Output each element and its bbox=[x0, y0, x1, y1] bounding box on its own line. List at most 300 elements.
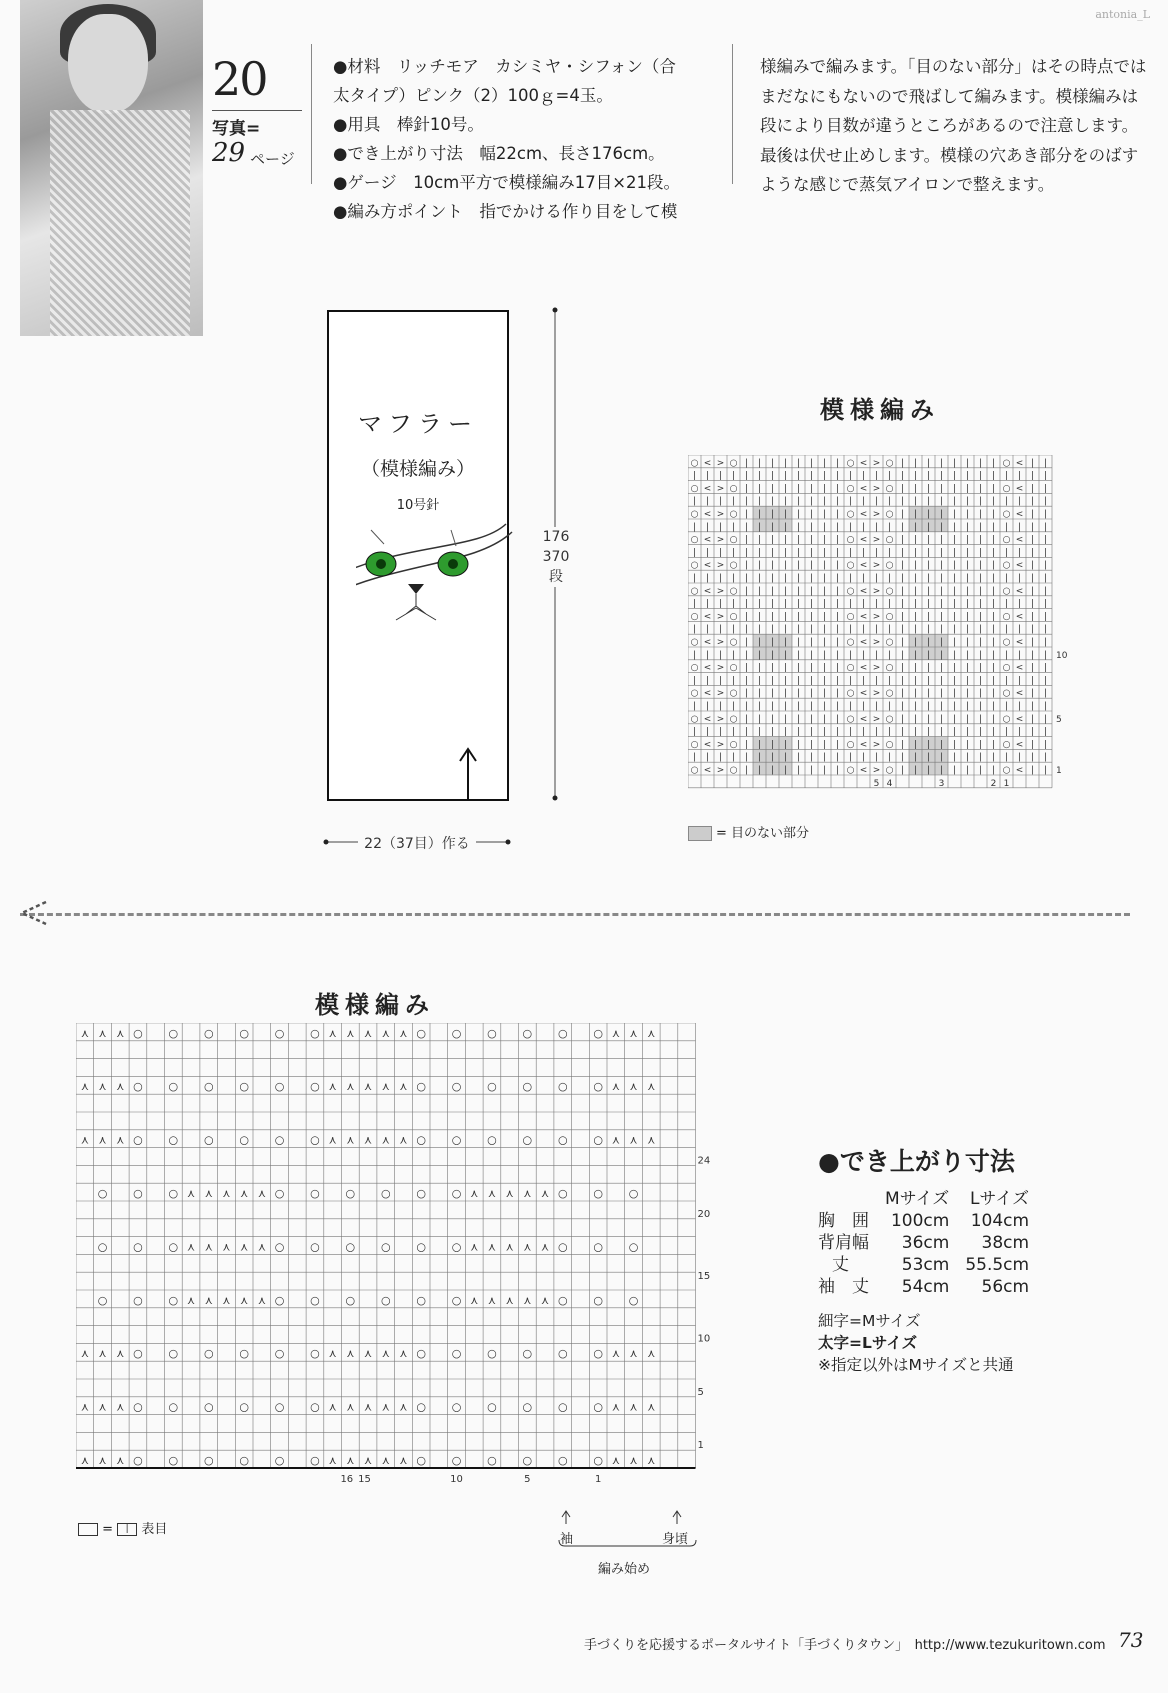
stitch-symbol: | bbox=[991, 752, 996, 763]
stitch-symbol: | bbox=[965, 752, 970, 763]
stitch-symbol: | bbox=[744, 458, 749, 469]
stitch-symbol: | bbox=[731, 624, 736, 635]
stitch-symbol: | bbox=[978, 471, 983, 482]
stitch-symbol: ○ bbox=[593, 1080, 603, 1094]
stitch-symbol: | bbox=[926, 663, 931, 674]
stitch-symbol: | bbox=[731, 727, 736, 738]
stitch-symbol: | bbox=[757, 688, 762, 699]
stitch-symbol: | bbox=[692, 496, 697, 507]
stitch-symbol: | bbox=[952, 765, 957, 776]
stitch-symbol: | bbox=[796, 739, 801, 750]
stitch-symbol: | bbox=[913, 573, 918, 584]
stitch-symbol: | bbox=[744, 496, 749, 507]
sizes-header-row bbox=[818, 1188, 1037, 1210]
stitch-symbol: | bbox=[861, 675, 866, 686]
stitch-symbol: | bbox=[900, 611, 905, 622]
stitch-symbol: ⋏ bbox=[523, 1293, 532, 1307]
stitch-symbol: | bbox=[783, 675, 788, 686]
stitch-symbol: | bbox=[1030, 483, 1035, 494]
stitch-symbol: | bbox=[978, 663, 983, 674]
stitch-symbol: | bbox=[913, 483, 918, 494]
stitch-symbol: | bbox=[1043, 727, 1048, 738]
stitch-symbol: ⋏ bbox=[381, 1133, 390, 1147]
stitch-symbol: | bbox=[718, 547, 723, 558]
stitch-symbol: | bbox=[731, 471, 736, 482]
stitch-symbol: | bbox=[978, 688, 983, 699]
stitch-symbol: | bbox=[770, 509, 775, 520]
stitch-symbol: ○ bbox=[487, 1080, 497, 1094]
stitch-symbol: < bbox=[703, 483, 712, 494]
stitch-symbol: | bbox=[978, 675, 983, 686]
stitch-symbol: < bbox=[859, 765, 868, 776]
stitch-symbol: ○ bbox=[593, 1347, 603, 1361]
stitch-symbol: | bbox=[848, 624, 853, 635]
stitch-symbol: | bbox=[939, 624, 944, 635]
stitch-symbol: | bbox=[1043, 611, 1048, 622]
stitch-symbol: | bbox=[939, 471, 944, 482]
stitch-symbol: | bbox=[705, 624, 710, 635]
stitch-symbol: | bbox=[926, 701, 931, 712]
pattern2-legend bbox=[78, 1518, 167, 1537]
stitch-symbol: | bbox=[952, 714, 957, 725]
stitch-symbol: | bbox=[1030, 624, 1035, 635]
stitch-symbol: ⋏ bbox=[98, 1454, 107, 1467]
stitch-symbol: ○ bbox=[133, 1347, 143, 1361]
stitch-symbol: | bbox=[757, 547, 762, 558]
stitch-symbol: | bbox=[874, 752, 879, 763]
stitch-symbol: | bbox=[809, 739, 814, 750]
stitch-symbol: ⋏ bbox=[98, 1347, 107, 1361]
stitch-symbol: ○ bbox=[416, 1133, 426, 1147]
stitch-symbol: | bbox=[1017, 522, 1022, 533]
stitch-symbol: ○ bbox=[451, 1293, 462, 1307]
stitch-symbol: | bbox=[861, 727, 866, 738]
stitch-symbol: > bbox=[716, 739, 725, 750]
stitch-symbol: | bbox=[705, 496, 710, 507]
stitch-symbol: | bbox=[848, 547, 853, 558]
stitch-symbol: ⋏ bbox=[98, 1026, 107, 1040]
stitch-symbol: | bbox=[848, 675, 853, 686]
stitch-symbol: ⋏ bbox=[647, 1454, 656, 1467]
stitch-symbol: | bbox=[952, 727, 957, 738]
stitch-symbol: | bbox=[1004, 752, 1009, 763]
row-label: 丈 bbox=[832, 1255, 849, 1275]
pattern2-title: 模様編み bbox=[315, 991, 435, 1019]
stitch-symbol: ○ bbox=[274, 1240, 285, 1254]
stitch-symbol: ○ bbox=[557, 1133, 568, 1147]
stitch-symbol: ○ bbox=[557, 1187, 568, 1200]
row-l: 56cm bbox=[981, 1277, 1030, 1297]
stitch-symbol: | bbox=[1017, 624, 1022, 635]
stitch-symbol: | bbox=[757, 522, 762, 533]
legend-swatch bbox=[688, 826, 712, 841]
stitch-symbol: | bbox=[783, 535, 788, 546]
stitch-symbol: ○ bbox=[846, 688, 855, 699]
stitch-symbol: ○ bbox=[1002, 483, 1011, 494]
legend-knit-box: | bbox=[117, 1523, 137, 1536]
stitch-symbol: | bbox=[952, 663, 957, 674]
stitch-symbol: | bbox=[809, 471, 814, 482]
stitch-symbol: | bbox=[1030, 547, 1035, 558]
stitch-symbol: | bbox=[744, 586, 749, 597]
stitch-symbol: | bbox=[770, 547, 775, 558]
stitch-symbol: | bbox=[900, 599, 905, 610]
stitch-symbol: ○ bbox=[310, 1080, 320, 1094]
stitch-symbol: > bbox=[716, 714, 725, 725]
stitch-symbol: | bbox=[744, 739, 749, 750]
stitch-symbol: | bbox=[783, 650, 788, 661]
stitch-symbol: ○ bbox=[846, 739, 855, 750]
stitch-symbol: | bbox=[1043, 688, 1048, 699]
stitch-symbol: | bbox=[848, 727, 853, 738]
stitch-symbol: | bbox=[809, 650, 814, 661]
stitch-symbol: ○ bbox=[557, 1080, 568, 1094]
stitch-symbol: | bbox=[913, 675, 918, 686]
stitch-symbol: | bbox=[926, 522, 931, 533]
pattern1-chart bbox=[688, 455, 1088, 807]
stitch-symbol: | bbox=[796, 458, 801, 469]
stitch-symbol: | bbox=[978, 509, 983, 520]
row-m: 53cm bbox=[901, 1255, 950, 1275]
stitch-symbol: | bbox=[874, 471, 879, 482]
stitch-symbol: | bbox=[861, 496, 866, 507]
stitch-symbol: > bbox=[872, 611, 881, 622]
stitch-symbol: | bbox=[861, 599, 866, 610]
stitch-symbol: | bbox=[952, 752, 957, 763]
stitch-symbol: ⋏ bbox=[80, 1347, 89, 1361]
stitch-symbol: < bbox=[859, 739, 868, 750]
stitch-symbol: | bbox=[913, 727, 918, 738]
stitch-symbol: ⋏ bbox=[116, 1080, 125, 1094]
stitch-symbol: | bbox=[913, 560, 918, 571]
stitch-symbol: | bbox=[978, 573, 983, 584]
stitch-symbol: | bbox=[835, 650, 840, 661]
stitch-symbol: ○ bbox=[729, 586, 738, 597]
stitch-symbol: ○ bbox=[885, 586, 894, 597]
stitch-symbol: | bbox=[900, 663, 905, 674]
stitch-symbol: | bbox=[705, 573, 710, 584]
stitch-symbol: | bbox=[731, 496, 736, 507]
stitch-symbol: | bbox=[809, 727, 814, 738]
stitch-symbol: | bbox=[861, 522, 866, 533]
stitch-symbol: | bbox=[1043, 752, 1048, 763]
stitch-symbol: | bbox=[900, 522, 905, 533]
stitch-symbol: | bbox=[952, 535, 957, 546]
stitch-symbol: ○ bbox=[416, 1080, 426, 1094]
spec-materials-2: 太タイプ）ピンク（2）100ｇ=4玉。 bbox=[333, 86, 613, 105]
stitch-symbol: | bbox=[991, 471, 996, 482]
stitch-symbol: ○ bbox=[593, 1187, 603, 1200]
stitch-symbol: ○ bbox=[1002, 714, 1011, 725]
stitch-symbol: | bbox=[809, 573, 814, 584]
stitch-symbol: | bbox=[939, 752, 944, 763]
stitch-symbol: | bbox=[874, 496, 879, 507]
stitch-symbol: | bbox=[965, 739, 970, 750]
stitch-symbol: | bbox=[952, 573, 957, 584]
stitch-symbol: | bbox=[926, 688, 931, 699]
stitch-symbol: | bbox=[874, 547, 879, 558]
stitch-symbol: | bbox=[861, 471, 866, 482]
stitch-symbol: | bbox=[1030, 573, 1035, 584]
stitch-symbol: | bbox=[835, 739, 840, 750]
stitch-symbol: ○ bbox=[593, 1293, 603, 1307]
stitch-symbol: | bbox=[952, 611, 957, 622]
stitch-symbol: | bbox=[757, 727, 762, 738]
stitch-symbol: ○ bbox=[522, 1400, 533, 1414]
stitch-symbol: | bbox=[757, 675, 762, 686]
stitch-symbol: | bbox=[887, 727, 892, 738]
stitch-symbol: | bbox=[705, 675, 710, 686]
stitch-symbol: | bbox=[718, 573, 723, 584]
model-photo bbox=[20, 0, 203, 336]
stitch-symbol: | bbox=[822, 471, 827, 482]
stitch-symbol: ⋏ bbox=[470, 1187, 479, 1200]
stitch-symbol: ○ bbox=[416, 1187, 426, 1200]
stitch-symbol: | bbox=[978, 637, 983, 648]
stitch-symbol: | bbox=[822, 522, 827, 533]
stitch-symbol: | bbox=[939, 522, 944, 533]
stitch-symbol: | bbox=[926, 752, 931, 763]
stitch-symbol: | bbox=[861, 624, 866, 635]
stitch-symbol: ○ bbox=[885, 739, 894, 750]
stitch-symbol: | bbox=[900, 675, 905, 686]
stitch-symbol: | bbox=[770, 624, 775, 635]
stitch-symbol: | bbox=[965, 663, 970, 674]
stitch-symbol: | bbox=[1017, 675, 1022, 686]
stitch-symbol: < bbox=[859, 586, 868, 597]
stitch-symbol: > bbox=[716, 560, 725, 571]
stitch-symbol: | bbox=[1043, 701, 1048, 712]
note-thin: 細字=Mサイズ bbox=[818, 1312, 921, 1330]
stitch-symbol: | bbox=[757, 650, 762, 661]
stitch-symbol: | bbox=[939, 560, 944, 571]
stitch-symbol: | bbox=[809, 496, 814, 507]
stitch-symbol: | bbox=[822, 765, 827, 776]
stitch-symbol: | bbox=[874, 675, 879, 686]
stitch-symbol: < bbox=[859, 458, 868, 469]
stitch-symbol: | bbox=[939, 663, 944, 674]
stitch-symbol: | bbox=[965, 573, 970, 584]
stitch-symbol: | bbox=[913, 650, 918, 661]
stitch-symbol: | bbox=[770, 586, 775, 597]
stitch-symbol: ⋏ bbox=[364, 1080, 373, 1094]
width-dimension-label: 22（37目）作る bbox=[364, 836, 470, 852]
stitch-symbol: ○ bbox=[487, 1454, 497, 1467]
up-arrow-icon bbox=[455, 745, 481, 801]
stitch-symbol: | bbox=[926, 727, 931, 738]
scarf-title: マフラー bbox=[358, 410, 478, 438]
stitch-symbol: ○ bbox=[97, 1240, 108, 1254]
stitch-symbol: | bbox=[978, 586, 983, 597]
stitch-symbol: ○ bbox=[846, 535, 855, 546]
stitch-symbol: | bbox=[705, 547, 710, 558]
stitch-symbol: | bbox=[757, 483, 762, 494]
stitch-symbol: | bbox=[835, 522, 840, 533]
stitch-symbol: ○ bbox=[416, 1293, 426, 1307]
stitch-symbol: ⋏ bbox=[647, 1400, 656, 1414]
stitch-symbol: ⋏ bbox=[98, 1400, 107, 1414]
photo-page-suffix: ページ bbox=[250, 150, 295, 168]
stitch-symbol: ○ bbox=[557, 1454, 568, 1467]
stitch-symbol: | bbox=[809, 637, 814, 648]
stitch-symbol: ⋏ bbox=[204, 1187, 213, 1200]
stitch-symbol: | bbox=[796, 688, 801, 699]
stitch-symbol: | bbox=[770, 535, 775, 546]
stitch-symbol: < bbox=[703, 611, 712, 622]
stitch-symbol: | bbox=[1017, 650, 1022, 661]
stitch-symbol: | bbox=[770, 573, 775, 584]
stitch-symbol: | bbox=[1030, 752, 1035, 763]
stitch-symbol: | bbox=[861, 573, 866, 584]
stitch-symbol: ○ bbox=[885, 637, 894, 648]
stitch-symbol: | bbox=[1017, 471, 1022, 482]
stitch-symbol: | bbox=[900, 637, 905, 648]
stitch-symbol: | bbox=[770, 688, 775, 699]
stitch-symbol: | bbox=[1030, 663, 1035, 674]
stitch-symbol: | bbox=[939, 483, 944, 494]
stitch-symbol: | bbox=[783, 701, 788, 712]
stitch-symbol: < bbox=[703, 509, 712, 520]
stitch-symbol: ⋏ bbox=[257, 1293, 266, 1307]
stitch-symbol: ○ bbox=[133, 1026, 143, 1040]
stitch-symbol: < bbox=[1015, 765, 1024, 776]
stitch-symbol: | bbox=[1043, 573, 1048, 584]
stitch-symbol: < bbox=[1015, 483, 1024, 494]
stitch-symbol: < bbox=[703, 458, 712, 469]
stitch-symbol: ○ bbox=[885, 611, 894, 622]
stitch-symbol: ⋏ bbox=[364, 1133, 373, 1147]
stitch-symbol: ⋏ bbox=[505, 1293, 514, 1307]
stitch-symbol: ○ bbox=[846, 663, 855, 674]
stitch-symbol: | bbox=[887, 701, 892, 712]
stitch-symbol: ⋏ bbox=[222, 1240, 231, 1254]
row-label: 10 bbox=[1056, 650, 1068, 661]
stitch-symbol: | bbox=[692, 547, 697, 558]
stitch-symbol: | bbox=[991, 688, 996, 699]
stitch-symbol: ⋏ bbox=[611, 1454, 620, 1467]
stitch-symbol: | bbox=[991, 573, 996, 584]
stitch-symbol: | bbox=[1004, 701, 1009, 712]
stitch-symbol: | bbox=[926, 573, 931, 584]
stitch-symbol: | bbox=[900, 765, 905, 776]
stitch-symbol: < bbox=[703, 765, 712, 776]
stitch-symbol: > bbox=[872, 560, 881, 571]
stitch-symbol: ○ bbox=[690, 535, 699, 546]
stitch-symbol: | bbox=[991, 701, 996, 712]
stitch-symbol: ⋏ bbox=[240, 1240, 249, 1254]
stitch-symbol: ⋏ bbox=[116, 1133, 125, 1147]
stitch-symbol: | bbox=[913, 765, 918, 776]
stitch-symbol: | bbox=[952, 688, 957, 699]
stitch-symbol: | bbox=[887, 547, 892, 558]
stitch-symbol: | bbox=[965, 688, 970, 699]
stitch-symbol: ⋏ bbox=[487, 1187, 496, 1200]
stitch-symbol: | bbox=[770, 765, 775, 776]
length-rows: 370 bbox=[542, 549, 570, 565]
stitch-symbol: | bbox=[1017, 599, 1022, 610]
divider-left bbox=[311, 44, 312, 184]
col-label: 2 bbox=[990, 778, 997, 789]
stitch-symbol: | bbox=[796, 509, 801, 520]
row-m: 100cm bbox=[890, 1211, 950, 1231]
stitch-symbol: | bbox=[835, 765, 840, 776]
stitch-symbol: | bbox=[939, 701, 944, 712]
stitch-symbol: | bbox=[744, 573, 749, 584]
stitch-symbol: | bbox=[744, 599, 749, 610]
stitch-symbol: ○ bbox=[133, 1080, 143, 1094]
stitch-symbol: | bbox=[796, 765, 801, 776]
stitch-symbol: ○ bbox=[310, 1293, 320, 1307]
stitch-symbol: | bbox=[1004, 624, 1009, 635]
stitch-symbol: | bbox=[1043, 458, 1048, 469]
table-row bbox=[818, 1232, 1037, 1254]
spec-finished-size: ●でき上がり寸法 幅22cm、長さ176cm。 bbox=[333, 144, 665, 163]
stitch-symbol: | bbox=[900, 752, 905, 763]
photo-page-number: 29 bbox=[212, 138, 246, 168]
stitch-symbol: | bbox=[835, 458, 840, 469]
stitch-symbol: | bbox=[822, 752, 827, 763]
note-bold: 太字=Lサイズ bbox=[818, 1334, 918, 1352]
stitch-symbol: ○ bbox=[133, 1454, 143, 1467]
stitch-symbol: | bbox=[926, 560, 931, 571]
row-label: 袖 丈 bbox=[818, 1277, 869, 1297]
stitch-symbol: | bbox=[744, 663, 749, 674]
stitch-symbol: ○ bbox=[885, 535, 894, 546]
stitch-symbol: | bbox=[718, 496, 723, 507]
stitch-symbol: | bbox=[757, 586, 762, 597]
stitch-symbol: ○ bbox=[1002, 637, 1011, 648]
stitch-symbol: ⋏ bbox=[116, 1026, 125, 1040]
note-common: ※指定以外はMサイズと共通 bbox=[818, 1356, 1014, 1374]
stitch-symbol: ○ bbox=[628, 1240, 639, 1254]
stitch-symbol: ⋏ bbox=[629, 1454, 638, 1467]
stitch-symbol: | bbox=[731, 701, 736, 712]
row-label: 1 bbox=[1056, 766, 1062, 776]
stitch-symbol: ⋏ bbox=[98, 1080, 107, 1094]
stitch-symbol: | bbox=[835, 599, 840, 610]
scarf-subtitle: （模様編み） bbox=[360, 458, 475, 480]
row-label: 背肩幅 bbox=[818, 1233, 869, 1253]
stitch-symbol: | bbox=[991, 765, 996, 776]
col-m: Mサイズ bbox=[885, 1189, 950, 1209]
stitch-symbol: | bbox=[757, 714, 762, 725]
stitch-symbol: ○ bbox=[1002, 458, 1011, 469]
stitch-symbol: | bbox=[757, 471, 762, 482]
stitch-symbol: | bbox=[744, 727, 749, 738]
stitch-symbol: | bbox=[783, 547, 788, 558]
stitch-symbol: < bbox=[1015, 458, 1024, 469]
stitch-symbol: | bbox=[1030, 535, 1035, 546]
stitch-symbol: | bbox=[757, 739, 762, 750]
stitch-symbol: | bbox=[757, 637, 762, 648]
spec-tools: ●用具 棒針10号。 bbox=[333, 115, 484, 134]
stitch-symbol: | bbox=[926, 624, 931, 635]
stitch-symbol: ⋏ bbox=[399, 1133, 408, 1147]
stitch-symbol: | bbox=[991, 714, 996, 725]
stitch-symbol: | bbox=[770, 560, 775, 571]
stitch-symbol: ○ bbox=[885, 714, 894, 725]
stitch-symbol: | bbox=[718, 522, 723, 533]
stitch-symbol: | bbox=[978, 727, 983, 738]
stitch-symbol: ⋏ bbox=[629, 1347, 638, 1361]
stitch-symbol: | bbox=[926, 739, 931, 750]
stitch-symbol: ○ bbox=[345, 1293, 356, 1307]
stitch-symbol: < bbox=[1015, 586, 1024, 597]
stitch-symbol: < bbox=[1015, 535, 1024, 546]
stitch-symbol: ○ bbox=[593, 1133, 603, 1147]
stitch-symbol: | bbox=[926, 599, 931, 610]
stitch-symbol: | bbox=[965, 675, 970, 686]
